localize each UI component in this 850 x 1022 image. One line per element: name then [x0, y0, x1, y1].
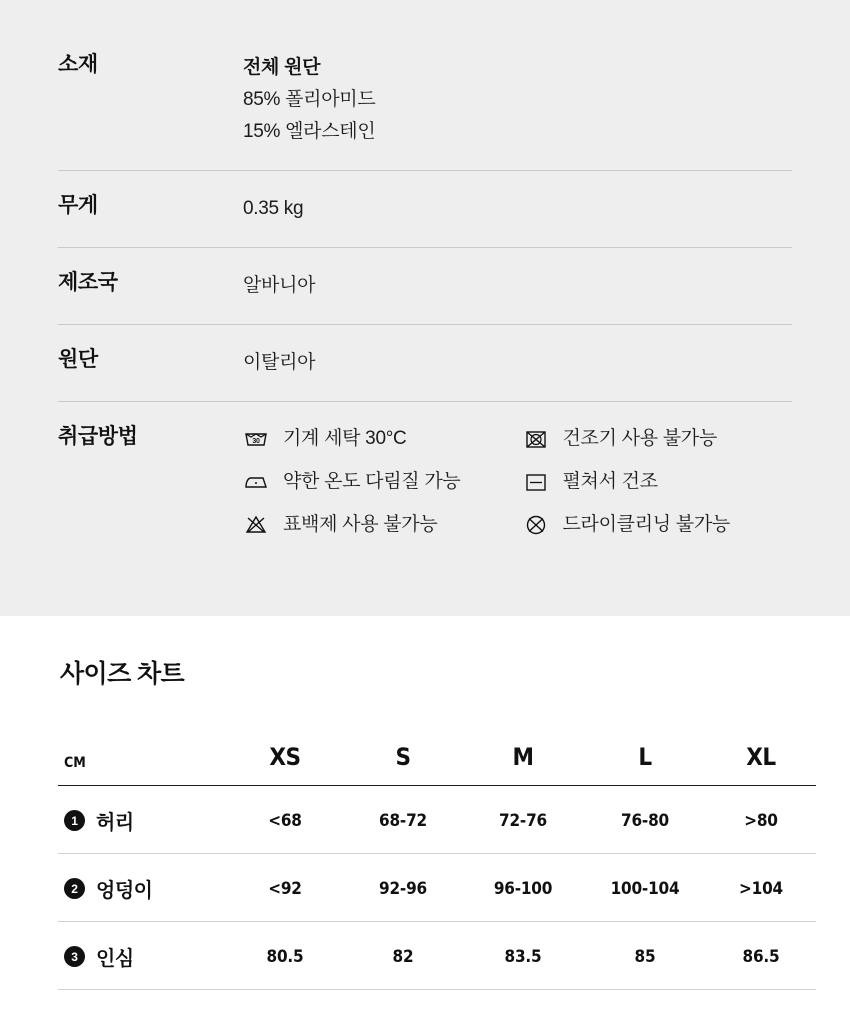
svg-text:30: 30: [252, 438, 260, 445]
size-chart-header: [58, 742, 816, 786]
care-instructions-grid: [243, 426, 792, 538]
waist-s: 68-72: [344, 786, 462, 854]
no-tumble-dry-icon: [523, 426, 549, 452]
care-item-no-bleach: [243, 512, 513, 538]
inseam-m: 83.5: [462, 922, 584, 990]
country-value: 알바니아: [243, 275, 316, 296]
care-text-no-tumble-dry: 건조기 사용 불가능: [562, 428, 717, 449]
column-header-l: L: [584, 742, 706, 786]
waist-xs: <68: [226, 786, 344, 854]
unit-label: CM: [58, 742, 226, 786]
inseam-s: 82: [344, 922, 462, 990]
weight-value: 0.35 kg: [243, 198, 304, 219]
row-label-waist: 허리: [96, 812, 134, 834]
hips-l: 100-104: [584, 854, 706, 922]
table-row: [58, 854, 816, 922]
spec-row-fabric-origin: [58, 347, 792, 402]
spec-label-fabric-origin: 원단: [58, 348, 98, 371]
inseam-xl: 86.5: [706, 922, 816, 990]
dry-flat-icon: [523, 469, 549, 495]
column-header-s: S: [344, 742, 462, 786]
column-header-xl: XL: [706, 742, 816, 786]
hips-m: 96-100: [462, 854, 584, 922]
spec-value-weight: [243, 193, 792, 225]
no-bleach-icon: [243, 512, 269, 538]
waist-m: 72-76: [462, 786, 584, 854]
column-header-m: M: [462, 742, 584, 786]
spec-label-care: 취급방법: [58, 425, 138, 448]
row-label-hips: 엉덩이: [96, 880, 153, 902]
spec-label-weight: 무게: [58, 194, 98, 217]
no-dry-clean-icon: [523, 512, 549, 538]
care-text-machine-wash: 기계 세탁 30°C: [283, 428, 407, 449]
inseam-l: 85: [584, 922, 706, 990]
size-chart-table: [58, 742, 816, 990]
spec-label-country: 제조국: [58, 271, 118, 294]
iron-low-heat-icon: [243, 469, 269, 495]
row-number-badge-3: 3: [64, 946, 85, 967]
fabric-origin-value: 이탈리아: [243, 352, 316, 373]
material-composition-2: 15% 엘라스테인: [243, 121, 376, 142]
machine-wash-30-icon: [243, 426, 269, 452]
spec-row-care-instructions: [58, 424, 792, 560]
table-row: [58, 786, 816, 854]
table-header-row: [58, 742, 816, 786]
hips-s: 92-96: [344, 854, 462, 922]
measurement-row-waist: [58, 786, 226, 854]
size-chart-section: [0, 616, 850, 990]
spec-label-material: 소재: [58, 53, 98, 76]
care-item-no-tumble-dry: [523, 426, 793, 452]
measurement-row-inseam: [58, 922, 226, 990]
care-text-iron-low-heat: 약한 온도 다림질 가능: [283, 471, 461, 492]
inseam-xs: 80.5: [226, 922, 344, 990]
spec-row-weight: [58, 193, 792, 248]
size-chart-title: 사이즈 차트: [60, 660, 185, 688]
spec-value-country: [243, 270, 792, 302]
material-fabric-heading: 전체 원단: [243, 57, 321, 78]
material-composition-1: 85% 폴리아미드: [243, 89, 376, 110]
hips-xs: <92: [226, 854, 344, 922]
care-item-machine-wash: [243, 426, 513, 452]
care-item-no-dry-clean: [523, 512, 793, 538]
waist-xl: >80: [706, 786, 816, 854]
spec-row-material: [58, 52, 792, 171]
care-item-iron-low-heat: [243, 469, 513, 495]
spec-value-fabric-origin: [243, 347, 792, 379]
spec-value-material: [243, 52, 792, 148]
spec-row-country-of-manufacture: [58, 270, 792, 325]
row-number-badge-1: 1: [64, 810, 85, 831]
row-label-inseam: 인심: [96, 948, 134, 970]
measurement-row-hips: [58, 854, 226, 922]
row-number-badge-2: 2: [64, 878, 85, 899]
hips-xl: >104: [706, 854, 816, 922]
care-text-dry-flat: 펼쳐서 건조: [562, 471, 658, 492]
waist-l: 76-80: [584, 786, 706, 854]
table-row: [58, 922, 816, 990]
care-text-no-bleach: 표백제 사용 불가능: [283, 514, 438, 535]
care-item-dry-flat: [523, 469, 793, 495]
care-text-no-dry-clean: 드라이클리닝 불가능: [562, 514, 730, 535]
column-header-xs: XS: [226, 742, 344, 786]
